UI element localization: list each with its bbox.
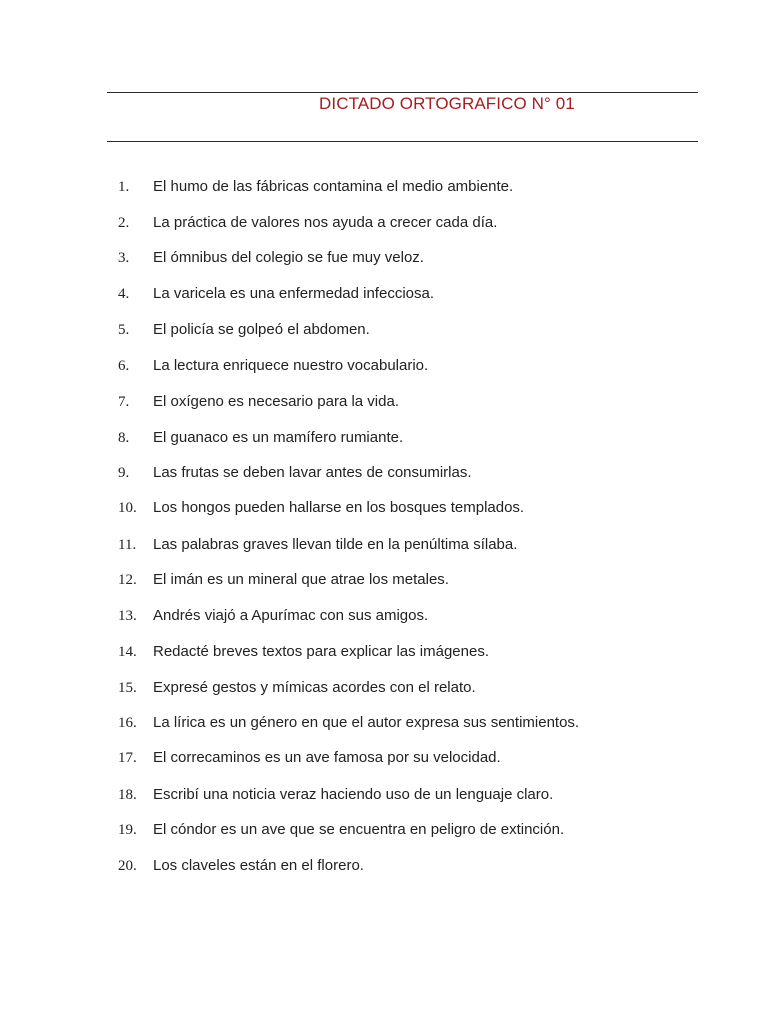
sentence-number: 20. xyxy=(118,858,137,874)
sentence-text: Los claveles están en el florero. xyxy=(153,857,364,874)
sentence-item xyxy=(0,354,768,378)
sentence-number: 6. xyxy=(118,358,130,374)
sentence-item xyxy=(0,676,768,700)
sentence-text: El oxígeno es necesario para la vida. xyxy=(153,393,399,410)
sentence-number: 2. xyxy=(118,215,130,231)
sentence-text: La varicela es una enfermedad infecciosa. xyxy=(153,285,435,302)
sentence-text: El humo de las fábricas contamina el medio ambiente. xyxy=(153,178,514,195)
sentence-item xyxy=(0,461,768,485)
sentence-number: 12. xyxy=(118,572,137,588)
sentence-text: El policía se golpeó el abdomen. xyxy=(153,321,370,338)
sentence-text: Expresé gestos y mímicas acordes con el relato. xyxy=(153,679,476,696)
sentence-number: 16. xyxy=(118,715,137,731)
sentence-number: 8. xyxy=(118,430,130,446)
sentence-number: 4. xyxy=(118,286,130,302)
sentence-number: 3. xyxy=(118,250,130,266)
sentence-text: La lírica es un género en que el autor expresa sus sentimientos. xyxy=(153,714,580,731)
sentence-number: 11. xyxy=(118,537,137,553)
sentence-number: 17. xyxy=(118,750,137,766)
sentence-number: 14. xyxy=(118,644,137,660)
sentence-item xyxy=(0,175,768,199)
sentence-item xyxy=(0,390,768,414)
sentence-text: El imán es un mineral que atrae los metales. xyxy=(153,571,449,588)
sentence-text: Escribí una noticia veraz haciendo uso de un lenguaje claro. xyxy=(153,786,554,803)
sentence-text: Redacté breves textos para explicar las imágenes. xyxy=(153,643,490,660)
sentence-text: La práctica de valores nos ayuda a crecer cada día. xyxy=(153,214,498,231)
sentence-text: Las frutas se deben lavar antes de consumirlas. xyxy=(153,464,472,481)
sentence-item xyxy=(0,604,768,628)
sentence-item xyxy=(0,711,768,735)
sentence-text: Las palabras graves llevan tilde en la penúltima sílaba. xyxy=(153,536,518,553)
sentence-item xyxy=(0,568,768,592)
sentence-text: El ómnibus del colegio se fue muy veloz. xyxy=(153,249,424,266)
sentence-text: El correcaminos es un ave famosa por su velocidad. xyxy=(153,749,501,766)
sentence-number: 10. xyxy=(118,500,137,516)
sentence-item xyxy=(0,533,768,557)
sentence-number: 9. xyxy=(118,465,130,481)
page-title: DICTADO ORTOGRAFICO N° 01 xyxy=(319,94,575,113)
sentence-item xyxy=(0,318,768,342)
sentence-number: 1. xyxy=(118,179,130,195)
sentence-item xyxy=(0,426,768,450)
sentence-item xyxy=(0,783,768,807)
sentence-item xyxy=(0,746,768,770)
sentence-number: 15. xyxy=(118,680,137,696)
sentence-item xyxy=(0,818,768,842)
sentence-number: 13. xyxy=(118,608,137,624)
sentence-text: Los hongos pueden hallarse en los bosques templados. xyxy=(153,499,525,516)
sentence-text: El guanaco es un mamífero rumiante. xyxy=(153,429,404,446)
sentence-number: 19. xyxy=(118,822,137,838)
sentence-item xyxy=(0,640,768,664)
sentence-text: El cóndor es un ave que se encuentra en peligro de extinción. xyxy=(153,821,565,838)
sentence-number: 18. xyxy=(118,787,137,803)
sentence-item xyxy=(0,246,768,270)
sentence-item xyxy=(0,282,768,306)
sentence-number: 5. xyxy=(118,322,130,338)
sentence-item xyxy=(0,211,768,235)
sentence-item xyxy=(0,854,768,878)
sentence-number: 7. xyxy=(118,394,130,410)
sentence-text: Andrés viajó a Apurímac con sus amigos. xyxy=(153,607,429,624)
sentence-text: La lectura enriquece nuestro vocabulario. xyxy=(153,357,429,374)
sentence-item xyxy=(0,496,768,520)
